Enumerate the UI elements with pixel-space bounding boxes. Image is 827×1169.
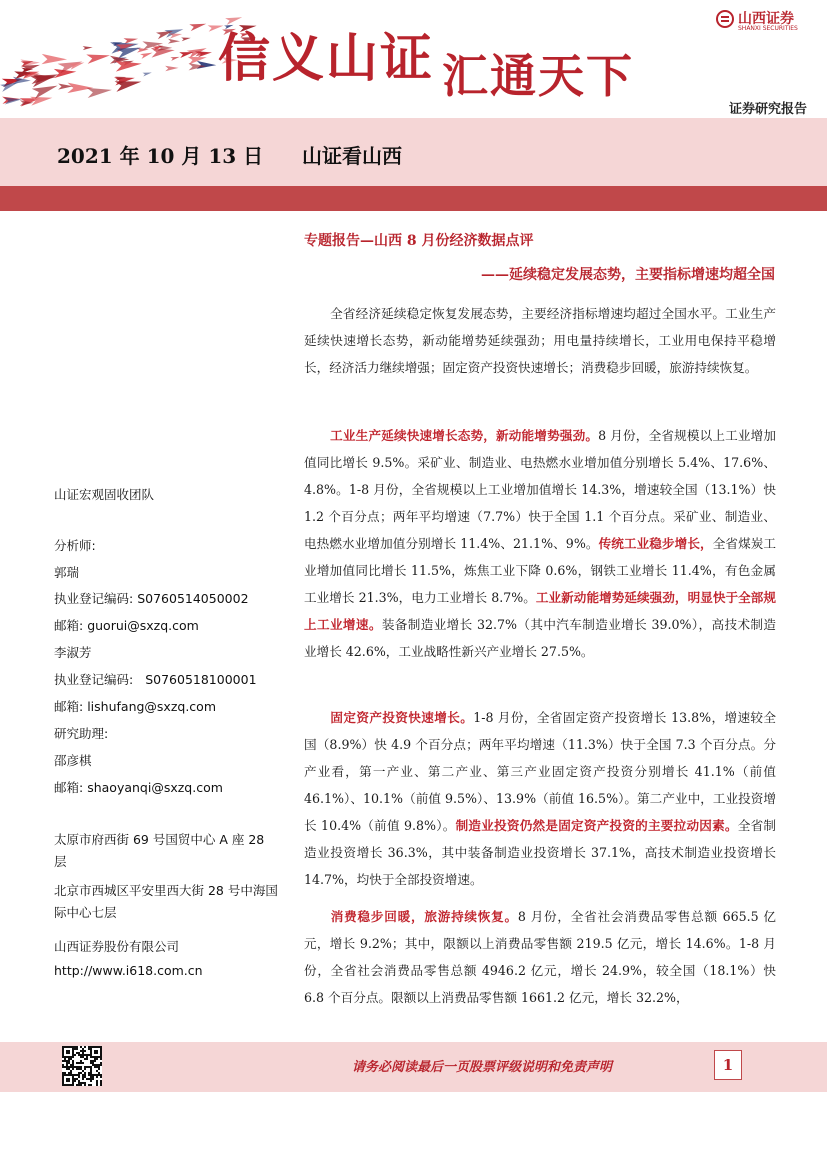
assistant-email-row [54, 778, 223, 796]
paper-plane-shape [187, 45, 208, 59]
address-beijing: 北京市西城区平安里西大街 28 号中海国际中心七层 [54, 883, 278, 920]
brand-name: 山西证券 [738, 11, 794, 27]
brand-logo [714, 8, 814, 36]
paper-plane-shape [124, 36, 139, 44]
investment-text-2: 全省制造业投资增长 36.3%，其中装备制造业投资增长 37.1%，高技术制造业投资增长 14.7%，均快于全部投资增速。 [304, 818, 777, 887]
summary-paragraph [304, 300, 776, 381]
brand-name-en: SHANXI SECURITIES [738, 25, 798, 32]
company-name: 山西证券股份有限公司 [54, 939, 180, 954]
industry-highlight-1: 工业生产延续快速增长态势，新动能增势强劲。 [330, 428, 599, 443]
page-number: 1 [714, 1050, 742, 1080]
report-date: 2021 年 10 月 13 日 [57, 144, 264, 168]
industry-highlight-3: 工业新动能增势延续强劲，明显快于全部规上工业增速。 [304, 590, 777, 632]
analyst-email-row [54, 616, 199, 634]
investment-highlight-1: 固定资产投资快速增长。 [330, 710, 474, 725]
industry-text-2: 全省煤炭工业增加值同比增长 11.5%，炼焦工业下降 0.6%，钢铁工业增长 11.4%，有色金属工业增长 21.3%，电力工业增长 8.7%。 [304, 536, 777, 605]
investment-highlight-2: 制造业投资仍然是固定资产投资的主要拉动因素。 [455, 818, 738, 833]
analyst-name: 李淑芳 [54, 645, 92, 660]
paper-plane-shape [69, 60, 85, 70]
email-label: 邮箱: [54, 618, 84, 633]
paper-plane-shape [170, 55, 180, 61]
consumption-text-1: 8 月份，全省社会消费品零售总额 665.5 亿元，增长 9.2%；其中，限额以上消费品零售额 219.5 亿元，增长 14.6%。1-8 月份，全省社会消费品零售总额 4946.2 亿元，增长 24.9%，较全国（18.1%）快 6.8 个百分点。限额以上消费品零售额 1661.2 亿元，增长 32.2%， [304, 909, 777, 1005]
email-label: 邮箱: [54, 780, 84, 795]
qr-code-icon [62, 1046, 102, 1086]
consumption-highlight-1: 消费稳步回暖，旅游持续恢复。 [330, 909, 518, 924]
company-emblem-icon [716, 10, 734, 28]
report-subtitle: ——延续稳定发展态势，主要指标增速均超全国 [481, 267, 775, 283]
red-divider-band [0, 186, 827, 211]
paper-plane-shape [86, 51, 110, 64]
assistant-email-link[interactable]: shaoyanqi@sxzq.com [87, 780, 223, 795]
analyst-reg-row [54, 670, 257, 688]
paper-plane-shape [165, 65, 178, 71]
paper-plane-shape [83, 46, 93, 51]
analyst-email-link[interactable]: lishufang@sxzq.com [87, 699, 216, 714]
assistant-name: 邵彦棋 [54, 753, 92, 768]
paper-plane-shape [181, 36, 191, 41]
industry-paragraph [304, 422, 776, 665]
industry-highlight-2: 传统工业稳步增长， [598, 536, 713, 551]
industry-text-1: 8 月份，全省规模以上工业增加值同比增长 9.5%。采矿业、制造业、电热燃水业增加值分别增长 5.4%、17.6%、4.8%。1-8 月份，全省规模以上工业增加值增长 14.3%，增速较全国（13.1%）快 1.2 个百分点；两年平均增速（7.7%）快于全国 1.1 个百分点。采矿业、制造业、电热燃水业增加值分别增长 11.4%、21.1%、9%。 [304, 428, 776, 551]
paper-plane-shape [168, 39, 180, 44]
slogan-part1: 信义山证 [218, 28, 435, 89]
website-link[interactable]: http://www.i618.com.cn [54, 963, 203, 978]
qr-code [62, 1046, 102, 1086]
reg-number: S0760518100001 [145, 672, 257, 687]
slogan-part2: 汇通天下 [442, 49, 634, 103]
summary-text: 全省经济延续稳定恢复发展态势，主要经济指标增速均超过全国水平。工业生产延续快速增长态势，新动能增势延续强劲；用电量持续增长，工业用电保持平稳增长，经济活力继续增强；固定资产投资快速增长；消费稳步回暖，旅游持续恢复。 [304, 306, 776, 375]
analyst-reg-row [54, 589, 249, 607]
report-title: 专题报告—山西 8 月份经济数据点评 [304, 233, 534, 249]
analyst-email-row [54, 697, 216, 715]
address-taiyuan: 太原市府西街 69 号国贸中心 A 座 28 层 [54, 832, 265, 869]
investment-text-1: 1-8 月份，全省固定资产投资增长 13.8%，增速较全国（8.9%）快 4.9 个百分点；两年平均增速（11.3%）快于全国 7.3 个百分点。分产业看，第一产业、第二产业、第三产业固定资产投资分别增长 41.1%（前值 46.1%）、10.1%（前值 9.5%）、13.9%（前值 16.5%）。第二产业中，工业投资增长 10.4%（前值 9.8%）。 [304, 710, 777, 833]
disclaimer-text: 请务必阅读最后一页股票评级说明和免责声明 [352, 1060, 613, 1075]
email-label: 邮箱: [54, 699, 84, 714]
analyst-name: 郭瑞 [54, 565, 80, 580]
consumption-paragraph [304, 903, 776, 1011]
paper-plane-shape [143, 71, 153, 77]
column-name: 山证看山西 [302, 144, 402, 168]
paper-plane-shape [189, 21, 207, 31]
assistant-label: 研究助理: [54, 726, 109, 741]
investment-paragraph [304, 704, 776, 893]
reg-label: 执业登记编码: [54, 672, 134, 687]
analyst-label: 分析师: [54, 538, 96, 553]
paper-plane-shape [87, 85, 113, 98]
paper-plane-shape [140, 51, 153, 59]
reg-number: S0760514050002 [137, 591, 249, 606]
report-type: 证券研究报告 [728, 102, 807, 117]
reg-label: 执业登记编码: [54, 591, 134, 606]
industry-text-3: 装备制造业增长 32.7%（其中汽车制造业增长 39.0%），高技术制造业增长 42.6%，工业战略性新兴产业增长 27.5%。 [304, 617, 776, 659]
analyst-email-link[interactable]: guorui@sxzq.com [87, 618, 199, 633]
team-name: 山证宏观固收团队 [54, 487, 155, 502]
